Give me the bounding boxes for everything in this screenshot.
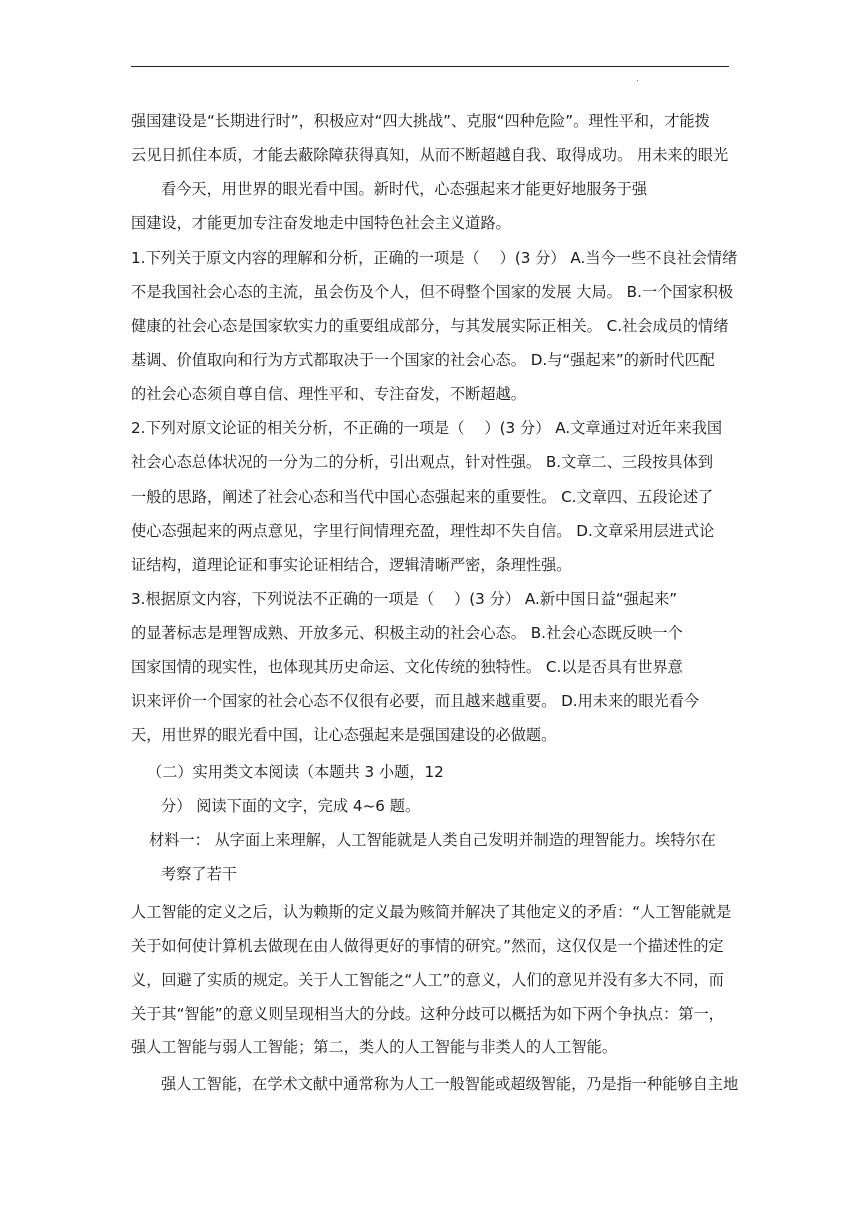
text-line: 健康的社会心态是国家软实力的重要组成部分，与其发展实际正相关。 C.社会成员的情绪 (131, 317, 729, 335)
header-mark: . (636, 74, 639, 84)
text-line: 义，回避了实质的规定。关于人工智能之“人工”的意义，人们的意见并没有多大不同，而 (131, 971, 724, 989)
text-line: 人工智能的定义之后，认为赖斯的定义最为赅简并解决了其他定义的矛盾：“人工智能就是 (131, 903, 732, 921)
text-line: 3.根据原文内容，下列说法不正确的一项是（ ）(3 分） A.新中国日益“强起来” (131, 590, 678, 608)
text-line: 看今天，用世界的眼光看中国。新时代，心态强起来才能更好地服务于强 (161, 180, 647, 198)
text-line: 2.下列对原文论证的相关分析，不正确的一项是（ ）(3 分） A.文章通过对近年来我国 (131, 419, 723, 437)
text-line: 强国建设是“长期进行时”，积极应对“四大挑战”、克服“四种危险”。理性平和，才能拨 (131, 112, 710, 130)
text-line: 材料一： 从字面上来理解，人工智能就是人类自己发明并制造的理智能力。埃特尔在 (149, 831, 716, 849)
text-line: 社会心态总体状况的一分为二的分析，引出观点，针对性强。 B.文章二、三段按具体到 (131, 453, 714, 471)
text-line: 强人工智能，在学术文献中通常称为人工一般智能或超级智能，乃是指一种能够自主地 (161, 1075, 739, 1093)
text-line: 的社会心态须自尊自信、理性平和、专注奋发，不断超越。 (131, 385, 526, 403)
text-line: 使心态强起来的两点意见，字里行间情理充盈，理性却不失自信。 D.文章采用层进式论 (131, 522, 715, 540)
text-line: 关于如何使计算机去做现在由人做得更好的事情的研究。”然而，这仅仅是一个描述性的定 (131, 937, 724, 955)
text-line: 考察了若干 (161, 865, 237, 883)
header-rule (131, 66, 729, 67)
text-line: 国建设，才能更加专注奋发地走中国特色社会主义道路。 (131, 214, 511, 232)
text-line: 云见日抓住本质，才能去蔽除障获得真知，从而不断超越自我、取得成功。 用未来的眼光 (131, 146, 729, 164)
text-line: 天，用世界的眼光看中国，让心态强起来是强国建设的必做题。 (131, 726, 557, 744)
text-line: 国家国情的现实性，也体现其历史命运、文化传统的独特性。 C.以是否具有世界意 (131, 658, 683, 676)
text-line: 识来评价一个国家的社会心态不仅很有必要，而且越来越重要。 D.用未来的眼光看今 (131, 692, 700, 710)
text-line: 关于其“智能”的意义则呈现相当大的分歧。这种分歧可以概括为如下两个争执点：第一， (131, 1005, 724, 1023)
text-line: 一般的思路，阐述了社会心态和当代中国心态强起来的重要性。 C.文章四、五段论述了 (131, 488, 714, 506)
section-heading: （二）实用类文本阅读（本题共 3 小题，12 (147, 763, 444, 781)
text-line: 基调、价值取向和行为方式都取决于一个国家的社会心态。 D.与“强起来”的新时代匹配 (131, 351, 715, 369)
section-heading: 分） 阅读下面的文字，完成 4~6 题。 (161, 797, 421, 815)
text-line: 证结构，道理论证和事实论证相结合，逻辑清晰严密，条理性强。 (131, 556, 572, 574)
text-line: 1.下列关于原文内容的理解和分析，正确的一项是（ ）(3 分） A.当今一些不良社会情绪 (131, 249, 738, 267)
text-line: 强人工智能与弱人工智能；第二，类人的人工智能与非类人的人工智能。 (131, 1038, 617, 1056)
text-line: 不是我国社会心态的主流，虽会伤及个人，但不碍整个国家的发展 大局。 B.一个国家积极 (131, 283, 734, 301)
text-line: 的显著标志是理智成熟、开放多元、积极主动的社会心态。 B.社会心态既反映一个 (131, 624, 683, 642)
